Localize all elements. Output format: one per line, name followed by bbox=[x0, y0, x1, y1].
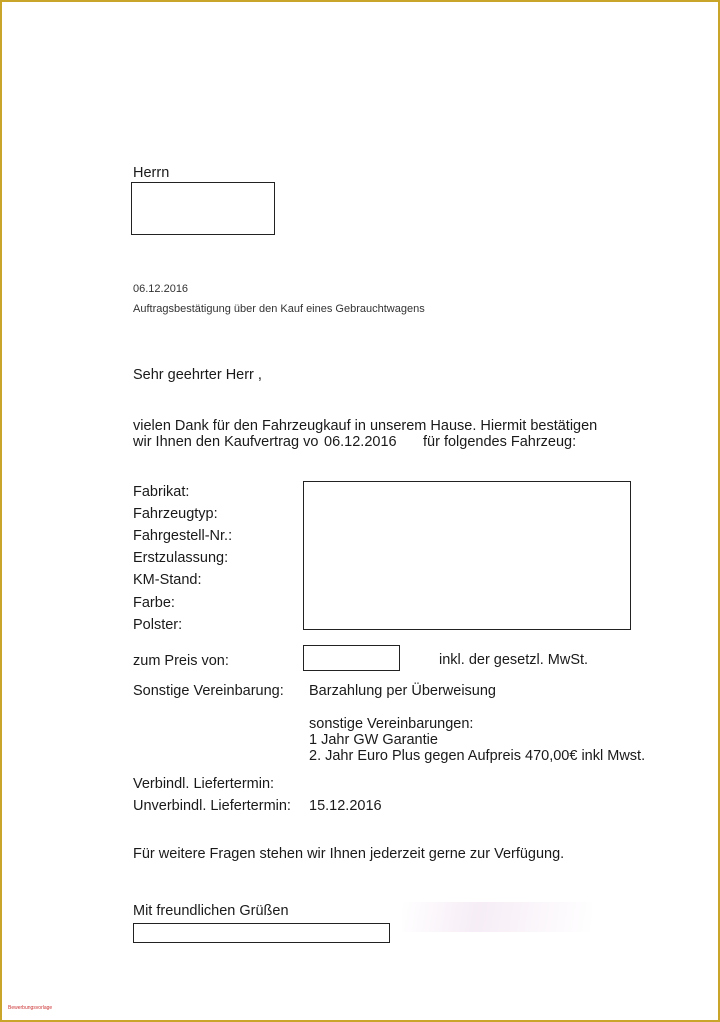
signature-field[interactable] bbox=[133, 923, 390, 943]
field-label-polster: Polster: bbox=[133, 617, 183, 633]
other-agreements-label: Sonstige Vereinbarung: bbox=[133, 683, 284, 699]
price-suffix: inkl. der gesetzl. MwSt. bbox=[439, 652, 589, 668]
binding-delivery-label: Verbindl. Liefertermin: bbox=[133, 776, 275, 792]
intro-line-1: vielen Dank für den Fahrzeugkauf in unserem Hause. Hiermit bestätigen bbox=[133, 418, 598, 434]
recipient-address-field[interactable] bbox=[131, 182, 275, 235]
questions-line: Für weitere Fragen stehen wir Ihnen jederzeit gerne zur Verfügung. bbox=[133, 846, 565, 862]
field-label-farbe: Farbe: bbox=[133, 595, 175, 611]
nonbinding-delivery-label: Unverbindl. Liefertermin: bbox=[133, 798, 291, 814]
signature-glare bbox=[402, 902, 592, 932]
greeting: Sehr geehrter Herr , bbox=[133, 367, 262, 383]
other-agreement-item-2: 2. Jahr Euro Plus gegen Aufpreis 470,00€ inkl Mwst. bbox=[309, 748, 646, 764]
closing: Mit freundlichen Grüßen bbox=[133, 903, 289, 919]
recipient-prefix: Herrn bbox=[133, 165, 170, 181]
other-agreements-title: sonstige Vereinbarungen: bbox=[309, 716, 474, 732]
field-label-km-stand: KM-Stand: bbox=[133, 572, 202, 588]
price-label: zum Preis von: bbox=[133, 653, 229, 669]
intro-line-2a: wir Ihnen den Kaufvertrag vo bbox=[133, 434, 319, 450]
other-agreement-item-1: 1 Jahr GW Garantie bbox=[309, 732, 438, 748]
nonbinding-delivery-date: 15.12.2016 bbox=[309, 798, 382, 814]
field-label-fahrgestell: Fahrgestell-Nr.: bbox=[133, 528, 233, 544]
watermark-stamp: Bewerbungsvorlage bbox=[8, 1005, 53, 1011]
price-field[interactable] bbox=[303, 645, 400, 671]
letter-subject: Auftragsbestätigung über den Kauf eines Gebrauchtwagens bbox=[133, 303, 425, 315]
payment-method: Barzahlung per Überweisung bbox=[309, 683, 496, 699]
intro-line-2b: für folgendes Fahrzeug: bbox=[423, 434, 577, 450]
field-label-erstzulassung: Erstzulassung: bbox=[133, 550, 229, 566]
field-label-fabrikat: Fabrikat: bbox=[133, 484, 190, 500]
letter-date: 06.12.2016 bbox=[133, 283, 189, 295]
vehicle-details-field[interactable] bbox=[303, 481, 631, 630]
field-label-fahrzeugtyp: Fahrzeugtyp: bbox=[133, 506, 218, 522]
contract-date: 06.12.2016 bbox=[324, 434, 397, 450]
